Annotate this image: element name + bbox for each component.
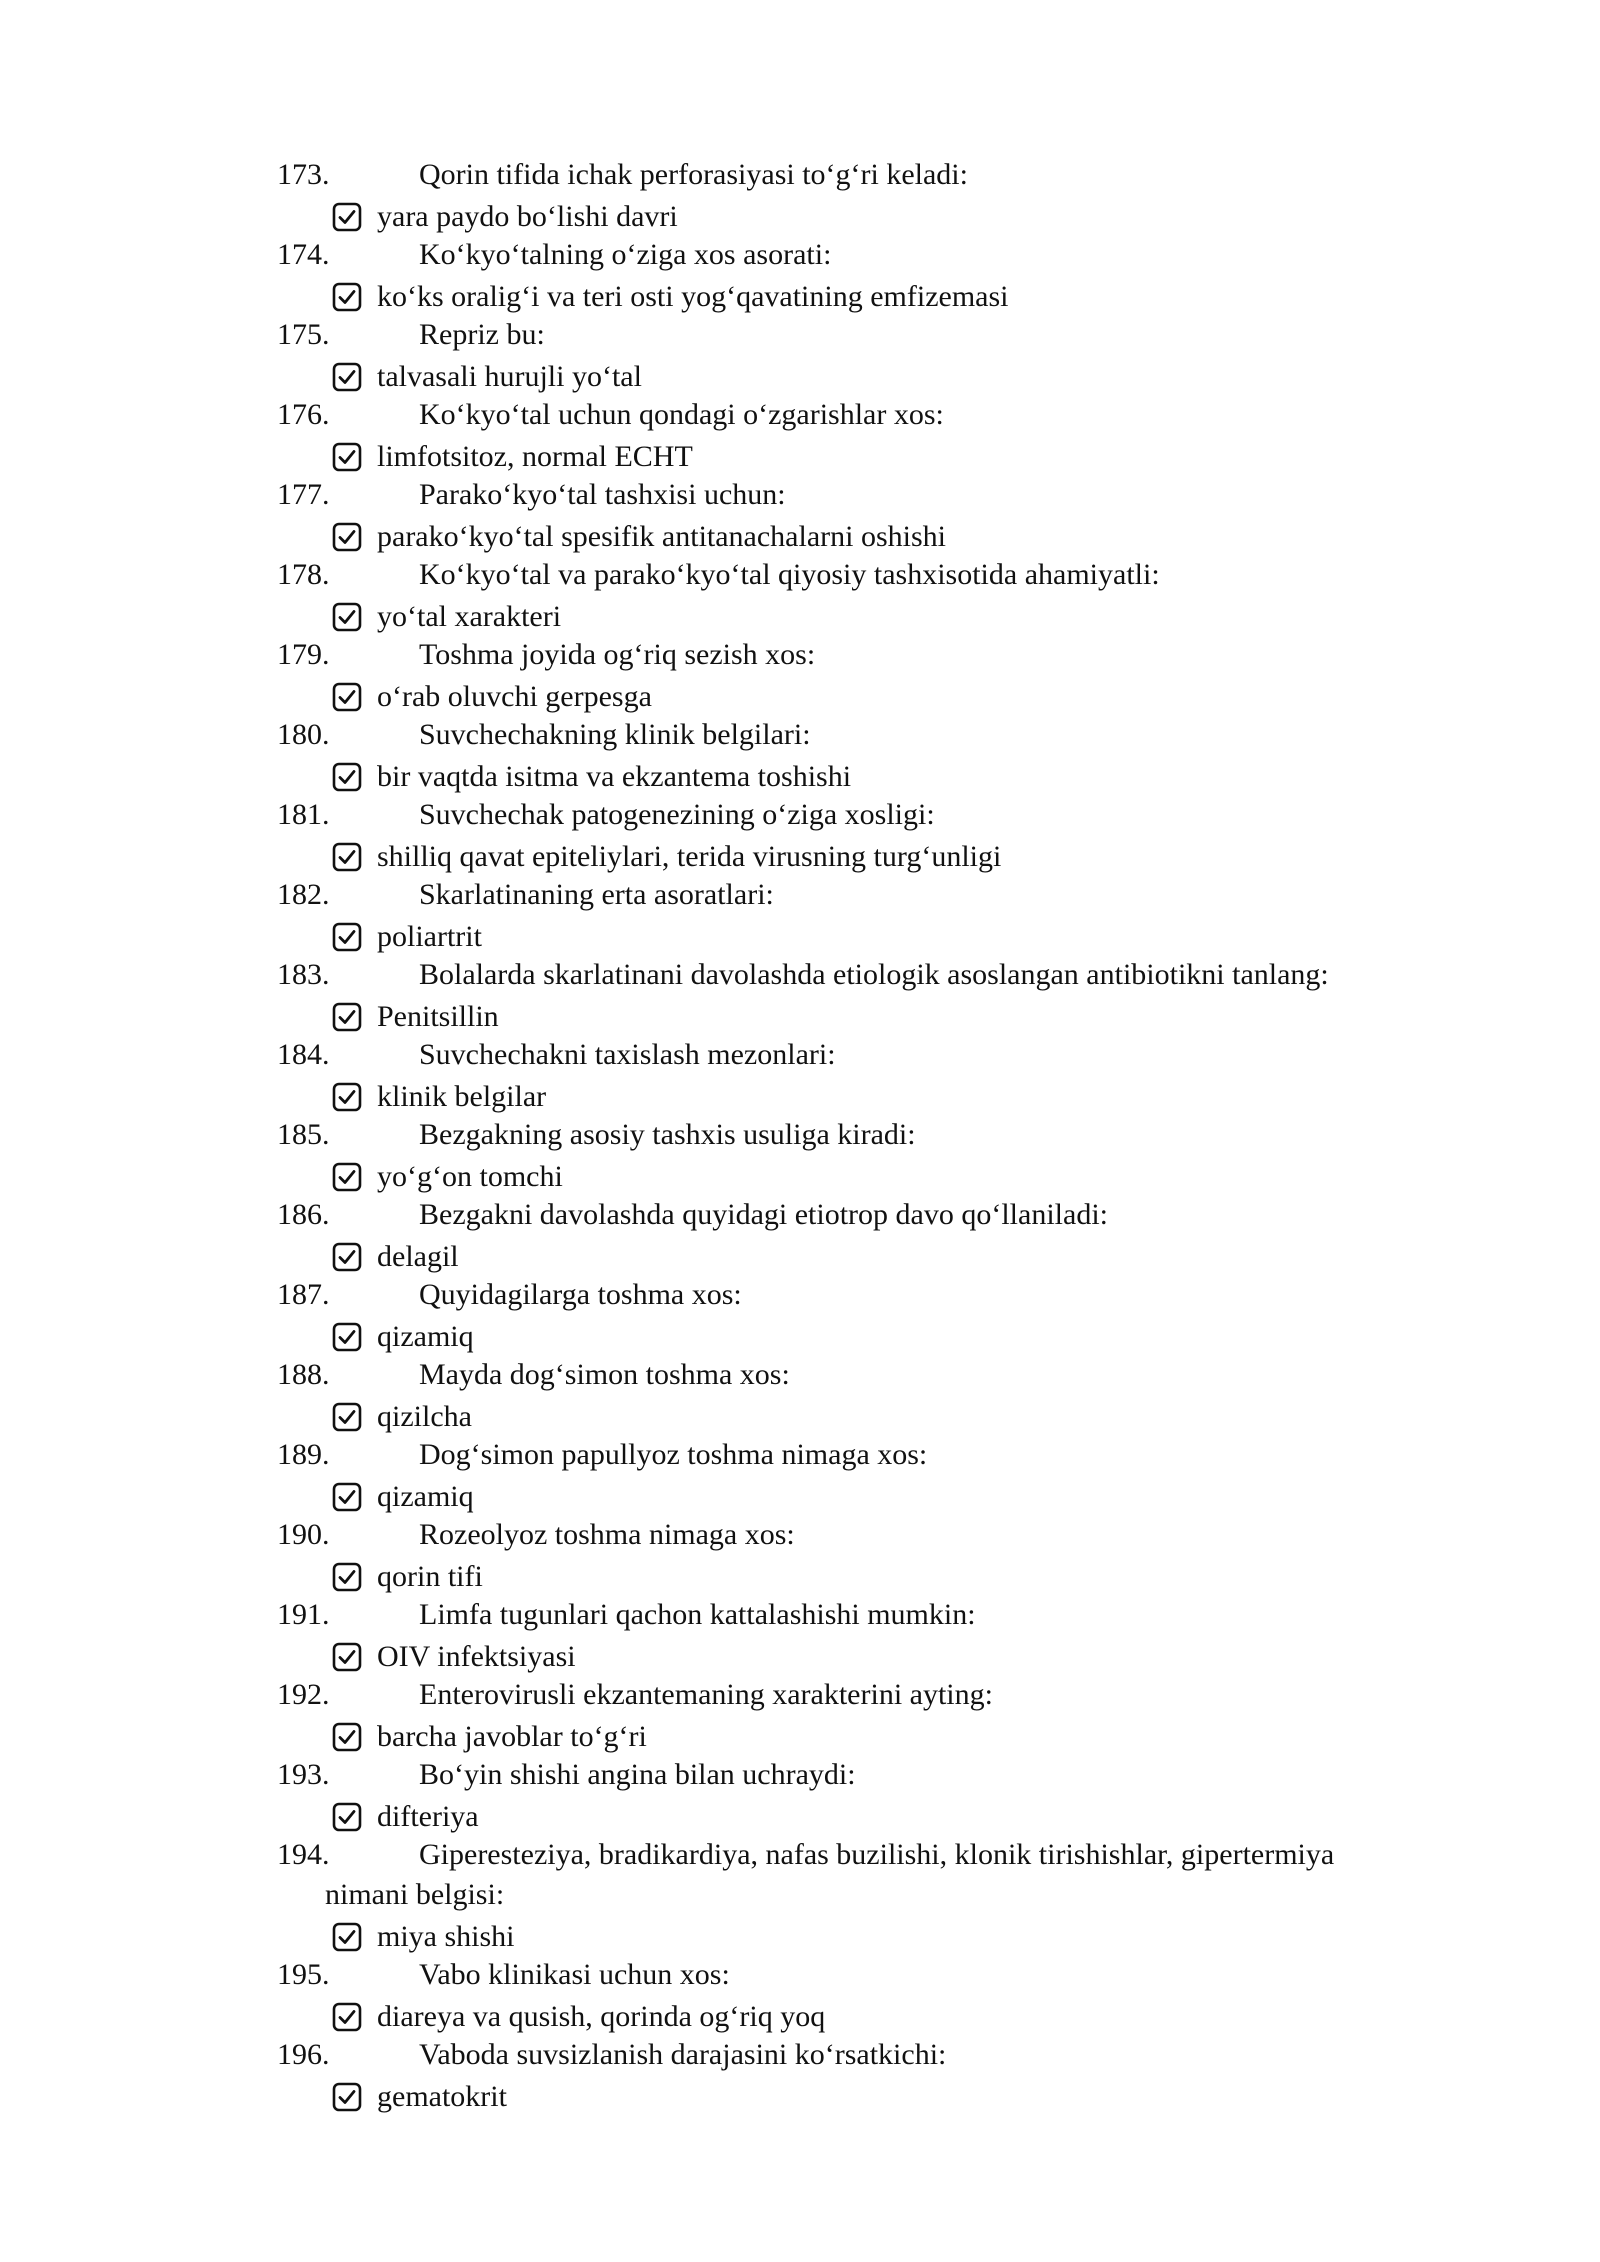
question-text: Suvchechakni taxislash mezonlari:: [419, 1038, 836, 1071]
answer-text: yara paydo bo‘lishi davri: [377, 200, 678, 233]
checked-box-icon: [332, 1922, 362, 1952]
checked-box-icon: [332, 1082, 362, 1112]
question-text: Quyidagilarga toshma xos:: [419, 1278, 742, 1311]
question-187: [0, 1275, 1600, 1315]
question-195: [0, 1955, 1600, 1995]
question-number: 176.: [277, 398, 330, 431]
answer-190: [0, 1555, 1600, 1595]
checked-box-icon: [332, 362, 362, 392]
checked-box-icon: [332, 522, 362, 552]
question-number: 185.: [277, 1118, 330, 1151]
question-193: [0, 1755, 1600, 1795]
question-text: Bezgakning asosiy tashxis usuliga kiradi:: [419, 1118, 916, 1151]
answer-text: Penitsillin: [377, 1000, 499, 1033]
question-text: Ko‘kyo‘tal va parako‘kyo‘tal qiyosiy tashxisotida ahamiyatli:: [419, 558, 1160, 591]
question-text: Suvchechakning klinik belgilari:: [419, 718, 811, 751]
question-192: [0, 1675, 1600, 1715]
checked-box-icon: [332, 2002, 362, 2032]
checked-box-icon: [332, 1722, 362, 1752]
question-number: 193.: [277, 1758, 330, 1791]
question-number: 179.: [277, 638, 330, 671]
question-text: Parako‘kyo‘tal tashxisi uchun:: [419, 478, 786, 511]
answer-196: [0, 2075, 1600, 2115]
question-text: Limfa tugunlari qachon kattalashishi mumkin:: [419, 1598, 976, 1631]
answer-174: [0, 275, 1600, 315]
checked-box-icon: [332, 1802, 362, 1832]
question-text: Enterovirusli ekzantemaning xarakterini ayting:: [419, 1678, 993, 1711]
answer-text: barcha javoblar to‘g‘ri: [377, 1720, 647, 1753]
question-number: 194.: [277, 1838, 330, 1871]
checked-box-icon: [332, 1402, 362, 1432]
question-text: Bolalarda skarlatinani davolashda etiologik asoslangan antibiotikni tanlang:: [419, 958, 1329, 991]
answer-186: [0, 1235, 1600, 1275]
checked-box-icon: [332, 1162, 362, 1192]
question-text: Ko‘kyo‘talning o‘ziga xos asorati:: [419, 238, 832, 271]
question-190: [0, 1515, 1600, 1555]
question-number: 187.: [277, 1278, 330, 1311]
answer-text: qizilcha: [377, 1400, 472, 1433]
answer-188: [0, 1395, 1600, 1435]
question-text: Toshma joyida og‘riq sezish xos:: [419, 638, 816, 671]
answer-text: gematokrit: [377, 2080, 507, 2113]
question-text-continued: nimani belgisi:: [325, 1878, 505, 1911]
checked-box-icon: [332, 1002, 362, 1032]
answer-176: [0, 435, 1600, 475]
question-183: [0, 955, 1600, 995]
checked-box-icon: [332, 1482, 362, 1512]
checked-box-icon: [332, 2082, 362, 2112]
question-text: Skarlatinaning erta asoratlari:: [419, 878, 774, 911]
question-186: [0, 1195, 1600, 1235]
checked-box-icon: [332, 202, 362, 232]
question-188: [0, 1355, 1600, 1395]
answer-text: qizamiq: [377, 1480, 474, 1513]
question-179: [0, 635, 1600, 675]
question-number: 192.: [277, 1678, 330, 1711]
answer-text: shilliq qavat epiteliylari, terida virusning turg‘unligi: [377, 840, 1002, 873]
answer-187: [0, 1315, 1600, 1355]
answer-179: [0, 675, 1600, 715]
answer-text: miya shishi: [377, 1920, 515, 1953]
checked-box-icon: [332, 762, 362, 792]
answer-182: [0, 915, 1600, 955]
question-number: 175.: [277, 318, 330, 351]
question-number: 191.: [277, 1598, 330, 1631]
question-number: 182.: [277, 878, 330, 911]
question-185: [0, 1115, 1600, 1155]
answer-175: [0, 355, 1600, 395]
question-number: 189.: [277, 1438, 330, 1471]
checked-box-icon: [332, 1562, 362, 1592]
question-text: Mayda dog‘simon toshma xos:: [419, 1358, 790, 1391]
question-text: Bezgakni davolashda quyidagi etiotrop davo qo‘llaniladi:: [419, 1198, 1108, 1231]
checked-box-icon: [332, 922, 362, 952]
question-182: [0, 875, 1600, 915]
question-text: Suvchechak patogenezining o‘ziga xosligi:: [419, 798, 935, 831]
answer-192: [0, 1715, 1600, 1755]
answer-184: [0, 1075, 1600, 1115]
answer-text: bir vaqtda isitma va ekzantema toshishi: [377, 760, 852, 793]
question-number: 184.: [277, 1038, 330, 1071]
checked-box-icon: [332, 1322, 362, 1352]
answer-text: diareya va qusish, qorinda og‘riq yoq: [377, 2000, 826, 2033]
checked-box-icon: [332, 282, 362, 312]
answer-173: [0, 195, 1600, 235]
question-189: [0, 1435, 1600, 1475]
question-174: [0, 235, 1600, 275]
question-text: Qorin tifida ichak perforasiyasi to‘g‘ri keladi:: [419, 158, 968, 191]
answer-193: [0, 1795, 1600, 1835]
checked-box-icon: [332, 1242, 362, 1272]
answer-text: yo‘tal xarakteri: [377, 600, 562, 633]
question-number: 173.: [277, 158, 330, 191]
question-text: Dog‘simon papullyoz toshma nimaga xos:: [419, 1438, 928, 1471]
answer-text: poliartrit: [377, 920, 482, 953]
answer-180: [0, 755, 1600, 795]
question-number: 195.: [277, 1958, 330, 1991]
question-194: [0, 1835, 1600, 1915]
answer-text: qorin tifi: [377, 1560, 483, 1593]
checked-box-icon: [332, 842, 362, 872]
question-173: [0, 155, 1600, 195]
answer-177: [0, 515, 1600, 555]
checked-box-icon: [332, 1642, 362, 1672]
answer-189: [0, 1475, 1600, 1515]
checked-box-icon: [332, 602, 362, 632]
answer-text: klinik belgilar: [377, 1080, 547, 1113]
question-number: 186.: [277, 1198, 330, 1231]
question-number: 178.: [277, 558, 330, 591]
answer-text: delagil: [377, 1240, 459, 1273]
answer-text: talvasali hurujli yo‘tal: [377, 360, 642, 393]
checked-box-icon: [332, 442, 362, 472]
question-196: [0, 2035, 1600, 2075]
question-number: 174.: [277, 238, 330, 271]
question-number: 190.: [277, 1518, 330, 1551]
question-181: [0, 795, 1600, 835]
answer-178: [0, 595, 1600, 635]
answer-text: difteriya: [377, 1800, 479, 1833]
answer-191: [0, 1635, 1600, 1675]
question-191: [0, 1595, 1600, 1635]
answer-text: o‘rab oluvchi gerpesga: [377, 680, 652, 713]
answer-text: qizamiq: [377, 1320, 474, 1353]
answer-text: limfotsitoz, normal ECHT: [377, 440, 693, 473]
question-177: [0, 475, 1600, 515]
question-number: 188.: [277, 1358, 330, 1391]
question-text: Ko‘kyo‘tal uchun qondagi o‘zgarishlar xos:: [419, 398, 944, 431]
question-175: [0, 315, 1600, 355]
question-text: Rozeolyoz toshma nimaga xos:: [419, 1518, 795, 1551]
question-text: Repriz bu:: [419, 318, 545, 351]
question-list: [0, 155, 1600, 2115]
answer-text: yo‘g‘on tomchi: [377, 1160, 563, 1193]
question-176: [0, 395, 1600, 435]
answer-195: [0, 1995, 1600, 2035]
question-184: [0, 1035, 1600, 1075]
question-number: 181.: [277, 798, 330, 831]
question-number: 183.: [277, 958, 330, 991]
checked-box-icon: [332, 682, 362, 712]
answer-text: parako‘kyo‘tal spesifik antitanachalarni oshishi: [377, 520, 946, 553]
question-text: Vaboda suvsizlanish darajasini ko‘rsatkichi:: [419, 2038, 947, 2071]
question-178: [0, 555, 1600, 595]
question-180: [0, 715, 1600, 755]
answer-text: OIV infektsiyasi: [377, 1640, 576, 1673]
question-text: Bo‘yin shishi angina bilan uchraydi:: [419, 1758, 856, 1791]
question-number: 180.: [277, 718, 330, 751]
question-text: Vabo klinikasi uchun xos:: [419, 1958, 730, 1991]
answer-183: [0, 995, 1600, 1035]
question-number: 196.: [277, 2038, 330, 2071]
question-text: Giperesteziya, bradikardiya, nafas buzilishi, klonik tirishishlar, gipertermiya: [419, 1838, 1335, 1871]
answer-185: [0, 1155, 1600, 1195]
answer-194: [0, 1915, 1600, 1955]
answer-181: [0, 835, 1600, 875]
question-number: 177.: [277, 478, 330, 511]
answer-text: ko‘ks oralig‘i va teri osti yog‘qavatining emfizemasi: [377, 280, 1009, 313]
